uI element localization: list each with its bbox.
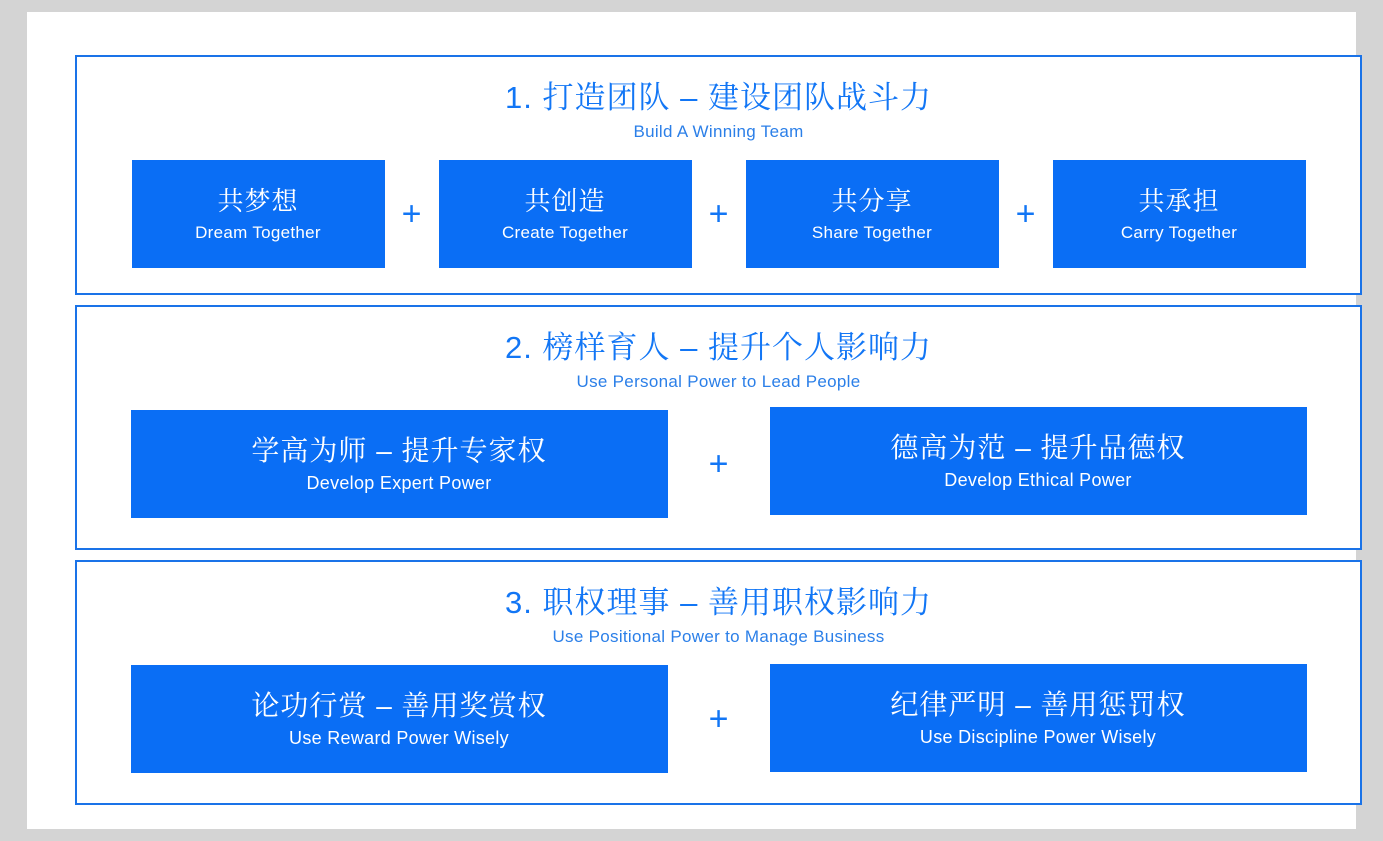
section-subtitle: Build A Winning Team [633,122,804,142]
section-use-personal-power [75,305,1362,550]
plus-icon: + [1015,195,1036,234]
section-subtitle: Use Positional Power to Manage Business [552,627,885,647]
item-label-cn: 纪律严明 – 善用惩罚权 [890,688,1186,720]
item-box[interactable] [746,160,999,268]
item-label-cn: 学高为师 – 提升专家权 [251,434,547,466]
section-title: 1. 打造团队 – 建设团队战斗力 [505,80,932,115]
item-box[interactable] [1053,160,1306,268]
item-label-en: Create Together [501,222,629,242]
item-box[interactable] [131,410,668,518]
section-title: 3. 职权理事 – 善用职权影响力 [505,585,932,620]
item-box[interactable] [131,665,668,773]
item-label-en: Dream Together [195,222,321,242]
section-subtitle: Use Personal Power to Lead People [576,372,861,392]
slide-canvas [27,12,1356,829]
item-box[interactable] [770,664,1307,772]
item-label-cn: 共分享 [831,185,913,216]
section-use-positional-power [75,560,1362,805]
item-label-cn: 共承担 [1138,185,1220,216]
item-box[interactable] [132,160,385,268]
item-label-cn: 德高为范 – 提升品德权 [890,431,1186,463]
plus-icon: + [708,445,729,484]
section-build-a-winning-team [75,55,1362,295]
item-box[interactable] [770,407,1307,515]
item-box[interactable] [439,160,692,268]
item-label-en: Develop Expert Power [306,473,492,494]
item-label-en: Develop Ethical Power [944,470,1132,491]
item-label-cn: 共创造 [524,185,606,216]
section-items-row [77,665,1360,773]
plus-icon: + [708,195,729,234]
item-label-en: Use Discipline Power Wisely [919,727,1157,748]
sections-container [75,55,1362,810]
item-label-en: Share Together [811,222,933,242]
section-items-row [77,410,1360,518]
item-label-en: Use Reward Power Wisely [289,728,509,749]
plus-icon: + [401,195,422,234]
section-items-row [77,160,1360,268]
item-label-en: Carry Together [1120,222,1238,242]
section-title: 2. 榜样育人 – 提升个人影响力 [505,330,932,365]
item-label-cn: 论功行赏 – 善用奖赏权 [251,689,547,721]
item-label-cn: 共梦想 [217,185,299,216]
plus-icon: + [708,700,729,739]
